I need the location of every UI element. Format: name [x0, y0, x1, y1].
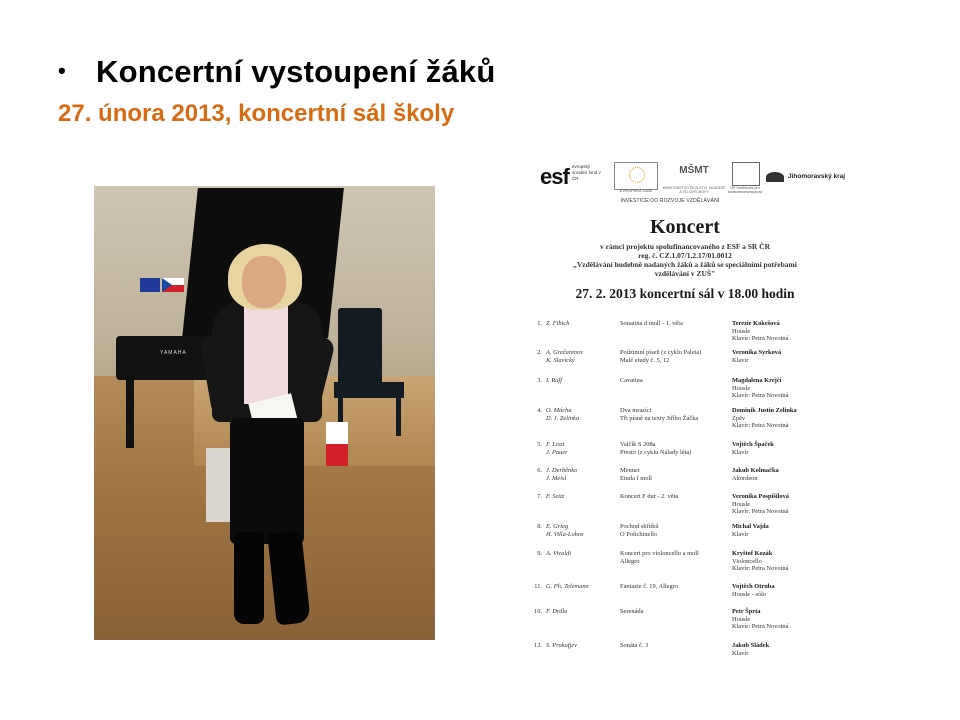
- performer-name: Terezie Kokešová: [732, 320, 780, 327]
- work-title: Menuet: [620, 467, 640, 474]
- programme-item-number: 7.: [537, 493, 542, 500]
- performer-detail: Klavír: Petra Novotná: [732, 392, 789, 400]
- programme-item-works: [620, 583, 728, 591]
- performer-detail: Klavír: Petra Novotná: [732, 623, 789, 631]
- work-title: Cavatina: [620, 377, 643, 384]
- msmt-logo-text: MINISTERSTVO ŠKOLSTVÍ, MLÁDEŽE A TĚLOVÝCHOVY: [662, 186, 726, 194]
- programme-item-number: 10.: [534, 608, 542, 615]
- region-logo-icon: [766, 172, 784, 182]
- programme-item-composers: [546, 377, 618, 385]
- programme-item-performer: [732, 493, 840, 516]
- programme-item-number: 12.: [534, 642, 542, 649]
- programme-item-works: [620, 320, 728, 328]
- work-title: Valčík S 208a: [620, 441, 656, 448]
- performer-name: Veronika Syrková: [732, 349, 782, 356]
- composer-name: A. Grečaninov: [546, 349, 584, 356]
- work-title: Sonáta č. 3: [620, 642, 649, 649]
- programme-item-composers: [546, 550, 618, 558]
- performer-detail: Violoncello: [732, 557, 762, 565]
- programme-item-works: [620, 407, 728, 422]
- programme-item-performer: [732, 467, 840, 482]
- programme-item-performer: [732, 407, 840, 430]
- slide-subtitle: 27. února 2013, koncertní sál školy: [58, 100, 455, 127]
- performer-detail: Housle: [732, 615, 751, 623]
- programme-item-number: 11.: [534, 583, 542, 590]
- programme-item-performer: [732, 523, 840, 538]
- performer-name: Petr Šprta: [732, 608, 761, 615]
- programme-item-performer: [732, 550, 840, 573]
- work-title: Etuda f moll: [620, 474, 652, 482]
- performer-name: Kryštof Kozák: [732, 550, 773, 557]
- programme-item-works: [620, 523, 728, 538]
- performer-detail: Zpěv: [732, 414, 746, 422]
- performer-detail: Housle: [732, 500, 751, 508]
- programme-item-composers: [546, 320, 618, 328]
- work-title: O Polichinello: [620, 530, 658, 538]
- composer-name: D. J. Zelinka: [546, 414, 580, 422]
- programme-item-composers: [546, 467, 618, 482]
- performer-detail: Klavír: Petra Novotná: [732, 335, 789, 343]
- performer-name: Michal Vajda: [732, 523, 769, 530]
- performer-detail: Akordeon: [732, 474, 758, 482]
- performer-name: Magdalena Krejčí: [732, 377, 782, 384]
- programme-item-number: 1.: [537, 320, 542, 327]
- programme-item-number: 8.: [537, 523, 542, 530]
- composer-name: H. Villa-Lobos: [546, 530, 584, 538]
- performer-detail: Klavír: [732, 448, 749, 456]
- performer-detail: Housle: [732, 327, 751, 335]
- work-title: Allegro: [620, 557, 640, 565]
- programme-item-performer: [732, 583, 840, 598]
- programme-item-composers: [546, 583, 618, 591]
- programme-subtitle-line: vzdělávání v ZUŠ": [654, 269, 716, 278]
- woman-trousers: [230, 418, 304, 544]
- eu-logo-text: EVROPSKÁ UNIE: [619, 188, 653, 193]
- performer-name: Veronika Pospíšilová: [732, 493, 789, 500]
- programme-item-number: 2.: [537, 349, 542, 356]
- work-title: Sonatina d moll - 1. věta: [620, 320, 683, 327]
- programme-item-works: [620, 377, 728, 385]
- programme-item-number: 4.: [537, 407, 542, 414]
- programme-item-performer: [732, 642, 840, 657]
- work-title: Serenáda: [620, 608, 644, 615]
- programme-item-works: [620, 441, 728, 456]
- czech-flag-icon: [162, 278, 184, 292]
- work-title: Podzimní píseň (z cyklu Paleta): [620, 349, 702, 356]
- programme-item-composers: [546, 493, 618, 501]
- investment-slogan: INVESTICE DO ROZVOJE VZDĚLÁVÁNÍ: [620, 198, 720, 204]
- performer-detail: Klavír: Petra Novotná: [732, 508, 789, 516]
- programme-item-composers: [546, 407, 618, 422]
- programme-item-performer: [732, 441, 840, 456]
- composer-name: K. Slavický: [546, 356, 575, 364]
- op-logo-icon: [732, 162, 760, 186]
- concert-photo: [94, 186, 435, 640]
- composer-name: I. Raff: [546, 377, 562, 384]
- performer-detail: Klavír: Petra Novotná: [732, 422, 789, 430]
- programme-subtitle-line: „Vzdělávání hudebně nadaných žáků a žáků se speciálními potřebami: [573, 260, 797, 269]
- performer-detail: Klavír: [732, 649, 749, 657]
- programme-item-works: [620, 467, 728, 482]
- piano-brand: YAMAHA: [160, 350, 187, 356]
- work-title: Fantazie č. 19, Allegro: [620, 583, 679, 590]
- programme-item-performer: [732, 349, 840, 364]
- boot: [234, 532, 264, 624]
- logo-bar: [540, 160, 846, 196]
- region-logo-text: Jihomoravský kraj: [788, 173, 846, 180]
- programme-item-performer: [732, 320, 840, 343]
- eu-flag-icon: [140, 278, 160, 292]
- programme-title: Koncert: [650, 216, 720, 238]
- composer-name: A. Vivaldi: [546, 550, 572, 557]
- esf-logo-text: evropský sociální fond v ČR: [572, 164, 601, 181]
- woman-shirt: [244, 304, 288, 404]
- programme-item-composers: [546, 608, 618, 616]
- programme-date: 27. 2. 2013 koncertní sál v 18.00 hodin: [575, 286, 795, 301]
- performer-detail: Housle: [732, 384, 751, 392]
- programme-item-works: [620, 608, 728, 616]
- work-title: Malé etudy č. 5, 12: [620, 356, 670, 364]
- programme-item-composers: [546, 523, 618, 538]
- woman-face: [242, 256, 286, 308]
- slide-title: Koncertní vystoupení žáků: [96, 54, 496, 89]
- composer-name: S. Prokofjev: [546, 642, 577, 649]
- programme-item-composers: [546, 441, 618, 456]
- chair-leg: [396, 396, 401, 436]
- performer-detail: Klavír: [732, 356, 749, 364]
- composer-name: E. Grieg: [546, 523, 569, 530]
- msmt-logo: MŠMT: [679, 165, 709, 176]
- programme-item-works: [620, 642, 728, 650]
- chair-seat: [334, 382, 404, 398]
- performer-name: Jakub Kolmačka: [732, 467, 779, 474]
- composer-name: Z. Fibich: [546, 320, 570, 327]
- programme-item-performer: [732, 608, 840, 631]
- performer-detail: Housle - sólo: [732, 590, 767, 598]
- programme-item-performer: [732, 377, 840, 400]
- performer-detail: Klavír: [732, 530, 749, 538]
- work-title: Tři písně na texty Jiřího Žáčka: [620, 414, 699, 422]
- performer-name: Vojtěch Špaček: [732, 441, 774, 448]
- chair: [338, 308, 382, 388]
- programme-item-number: 6.: [537, 467, 542, 474]
- esf-logo: esf: [540, 164, 569, 189]
- performer-name: Vojtěch Otruba: [732, 583, 775, 590]
- work-title: Koncert pro violoncello a moll: [620, 550, 699, 557]
- performer-name: Dominik Justin Zelinka: [732, 407, 797, 414]
- programme-subtitle-line: v rámci projektu spolufinancovaného z ESF a SR ČR: [599, 242, 770, 251]
- composer-name: F. Liszt: [546, 441, 565, 448]
- composer-name: J. Derběnko: [546, 467, 578, 474]
- programme-item-number: 9.: [537, 550, 542, 557]
- work-title: Pochod skřítků: [620, 523, 659, 530]
- programme-item-composers: [546, 642, 618, 650]
- work-title: Presto (z cyklu Nálady léta): [620, 448, 692, 456]
- programme-item-composers: [546, 349, 618, 364]
- composer-name: G. Ph. Telemann: [546, 583, 589, 590]
- work-title: Dva mrazíci: [620, 407, 652, 414]
- concert-programme: [530, 154, 846, 666]
- composer-name: J. Pauer: [546, 448, 568, 456]
- programme-item-works: [620, 550, 728, 565]
- performer-name: Jakub Sládek: [732, 642, 770, 649]
- op-logo-text: OP Vzdělávání pro konkurenceschopnost: [727, 186, 763, 194]
- programme-subtitle-line: reg. č. CZ.1.07/1.2.17/01.0012: [638, 251, 732, 260]
- work-title: Koncert F dur - 2. věta: [620, 493, 679, 500]
- composer-name: O. Mácha: [546, 407, 572, 414]
- programme-item-works: [620, 349, 728, 364]
- composer-name: J. Meisl: [546, 474, 567, 482]
- programme-item-number: 5.: [537, 441, 542, 448]
- piano-leg: [126, 376, 134, 448]
- title-bullet: •: [58, 58, 66, 83]
- flag-stand: [326, 422, 348, 466]
- composer-name: F. Seitz: [546, 493, 565, 500]
- programme-item-number: 3.: [537, 377, 542, 384]
- composer-name: F. Drdla: [546, 608, 568, 615]
- programme-item-works: [620, 493, 728, 501]
- performer-detail: Klavír: Petra Novotná: [732, 565, 789, 573]
- eu-logo-icon: [614, 162, 658, 190]
